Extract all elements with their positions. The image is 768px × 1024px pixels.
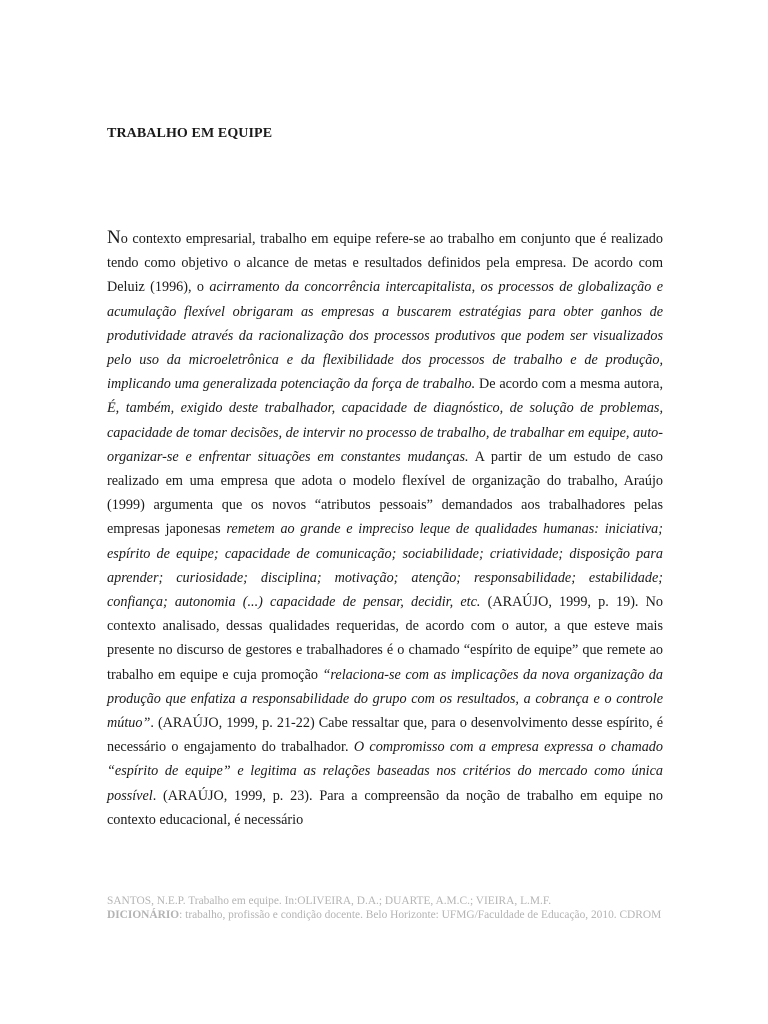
- italic-quote: É, também, exigido deste trabalhador, capacidade de diagnóstico, de solução de problemas, capacidade de tomar decisões, de intervir no processo de trabalho, de trabalhar em equipe, auto-organizar-se e enfrentar situações em constantes mudanças.: [107, 400, 663, 465]
- footer-line-2: : trabalho, profissão e condição docente. Belo Horizonte: UFMG/Faculdade de Educação, 2010. CDROM: [179, 908, 662, 921]
- body-paragraph: [107, 226, 663, 832]
- text-run: . (ARAÚJO, 1999, p. 23). Para a compreensão da noção de trabalho em equipe no contexto educacional, é necessário: [107, 787, 663, 828]
- drop-cap-letter: N: [107, 227, 121, 248]
- text-run: . (ARAÚJO, 1999, p. 21-22) Cabe ressaltar que, para o desenvolvimento desse espírito, é necessário o engajamento do trabalhador.: [107, 715, 663, 756]
- italic-quote: remetem ao grande e impreciso leque de qualidades humanas: iniciativa; espírito de equipe; capacidade de comunicação; sociabilidade; criatividade; disposição para aprender; curiosidade; disciplina; motivação; atenção; responsabilidade; estabilidade; confiança; autonomia (...) capacidade de pensar, decidir, etc.: [107, 521, 663, 611]
- italic-quote: os processos de globalização e acumulação flexível obrigaram as empresas a buscarem estratégias para obter ganhos de produtividade através da racionalização dos processos produtivos que podem ser visualizados pelo uso da microeletrônica e da flexibilidade dos processos de trabalho e de produção, implicando uma generalizada potenciação da força de trabalho.: [107, 279, 664, 393]
- text-run: De acordo com a mesma autora,: [475, 376, 663, 393]
- italic-quote: “relaciona-se com as implicações da nova organização da produção que enfatiza a responsabilidade do grupo com os resultados, a cobrança e o controle mútuo”: [107, 666, 663, 732]
- text-run: ,: [471, 279, 481, 296]
- text-run: o contexto empresarial, trabalho em equipe refere-se ao trabalho em conjunto que é realizado tendo como objetivo o alcance de metas e resultados definidos pela empresa. De acordo com Deluiz (1996), o: [107, 231, 663, 296]
- document-title: TRABALHO EM EQUIPE: [107, 126, 273, 141]
- footer-line-1: SANTOS, N.E.P. Trabalho em equipe. In:OLIVEIRA, D.A.; DUARTE, A.M.C.; VIEIRA, L.M.F.: [107, 895, 552, 907]
- italic-quote: O compromisso com a empresa expressa o chamado “espírito de equipe” e legitima as relações baseadas nos critérios do mercado como única possível: [107, 739, 663, 804]
- footer-bold-term: DICIONÁRIO: [107, 908, 180, 921]
- text-run: (ARAÚJO, 1999, p. 19). No contexto analisado, dessas qualidades requeridas, de acordo com o autor, a que esteve mais presente no discurso de gestores e trabalhadores é o chamado “espírito de equipe” que remete ao trabalho em equipe e cuja promoção: [107, 594, 664, 683]
- italic-quote: acirramento da concorrência intercapitalista: [209, 279, 472, 296]
- text-run: A partir de um estudo de caso realizado em uma empresa que adota o modelo flexível de organização do trabalho, Araújo (1999) argumenta que os novos “atributos pessoais” demandados aos trabalhadores pelas empresas japonesas: [107, 448, 663, 538]
- citation-footer: [107, 895, 667, 922]
